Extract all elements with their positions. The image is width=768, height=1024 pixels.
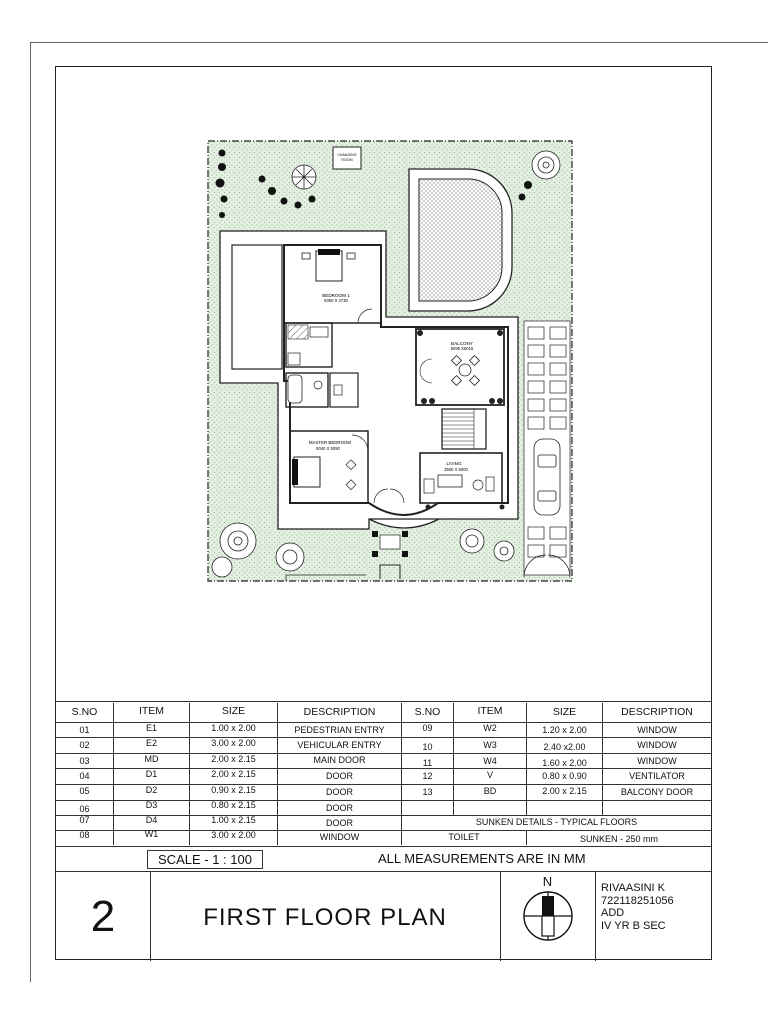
north-arrow-cell	[500, 872, 596, 961]
cell-item: D2	[114, 785, 190, 800]
cell-item: D4	[114, 816, 190, 830]
cell-sno: 10	[402, 738, 454, 753]
header-sno: S.NO	[56, 703, 114, 722]
cell-description: VENTILATOR	[629, 771, 685, 781]
balcony-label: BALCONY	[451, 341, 473, 346]
cell-size: 2.40 x2.00	[527, 738, 603, 753]
cell-size: 0.80 x 2.15	[190, 801, 278, 815]
cell-sno: 12	[402, 769, 454, 784]
cell-description: WINDOW	[637, 725, 677, 735]
sunken-details-title: SUNKEN DETAILS - TYPICAL FLOORS	[475, 817, 638, 827]
cell-item: E2	[114, 738, 190, 753]
header-description: DESCRIPTION	[621, 706, 693, 718]
bedroom-1-size: 5050 X 4730	[324, 298, 348, 303]
scale-row	[56, 846, 711, 872]
schedule-row	[56, 723, 711, 737]
sunken-item: TOILET	[402, 831, 527, 845]
schedule-row	[56, 816, 711, 830]
cell-description: WINDOW	[637, 756, 677, 766]
schedule-row	[56, 769, 711, 784]
title-block	[56, 871, 711, 961]
cell-description: DOOR	[278, 816, 402, 830]
student-dept: ADD	[601, 907, 625, 919]
drawing-title: FIRST FLOOR PLAN	[150, 872, 501, 961]
cell-item: V	[454, 769, 527, 784]
changing-room-label-2: ROOM	[341, 158, 353, 162]
door-window-schedule	[56, 701, 711, 846]
balcony-size: 5095 X5015	[450, 346, 474, 351]
cell-sno: 02	[56, 738, 114, 753]
cell-description: PEDESTRIAN ENTRY	[278, 723, 402, 737]
student-id: 722118251056	[601, 894, 674, 907]
cell-size: 1.00 x 2.00	[190, 723, 278, 737]
cell-description: WINDOW	[637, 740, 677, 750]
cell-item: W1	[114, 831, 190, 845]
student-info	[601, 882, 674, 932]
cell-item: D1	[114, 769, 190, 784]
cell-description: BALCONY DOOR	[620, 787, 694, 797]
floor-plan-drawing	[206, 139, 574, 583]
changing-room-label-1: CHANGING	[337, 153, 357, 157]
cell-size: 1.00 x 2.15	[190, 816, 278, 830]
header-size: SIZE	[527, 703, 603, 722]
cell-size: 2.00 x 2.15	[190, 754, 278, 768]
sheet-number: 2	[56, 872, 151, 961]
schedule-header-row	[56, 703, 711, 722]
car	[534, 439, 560, 515]
cell-sno: 08	[56, 831, 114, 845]
schedule-row	[56, 801, 711, 815]
cell-sno: 04	[56, 769, 114, 784]
master-bedroom-label: MASTER BEDROOM	[308, 440, 352, 445]
cell-size: 2.00 x 2.15	[527, 785, 603, 800]
header-sno: S.NO	[402, 703, 454, 722]
cell-description: MAIN DOOR	[278, 754, 402, 768]
cell-item: BD	[454, 785, 527, 800]
cell-size: 3.00 x 2.00	[190, 831, 278, 845]
sheet-trim-line	[30, 42, 31, 982]
cell-size: 0.80 x 0.90	[527, 769, 603, 784]
header-description: DESCRIPTION	[278, 703, 402, 722]
cell-size: 3.00 x 2.00	[190, 738, 278, 753]
cell-description: DOOR	[278, 801, 402, 815]
header-item: ITEM	[454, 703, 527, 722]
cell-item: MD	[114, 754, 190, 768]
cell-size: 1.60 x 2.00	[527, 754, 603, 768]
cell-size: 0.90 x 2.15	[190, 785, 278, 800]
schedule-row	[56, 785, 711, 800]
bed-1	[316, 251, 342, 281]
student-name: RIVAASINI K	[601, 882, 665, 894]
header-item: ITEM	[114, 703, 190, 722]
sheet-trim-line	[30, 42, 768, 43]
cell-item: D3	[114, 801, 190, 815]
living-label: LIVING	[446, 461, 462, 466]
master-bedroom-size: 5040 X 5050	[316, 446, 340, 451]
cell-sno: 01	[56, 723, 114, 737]
bedroom-1-label: BEDROOM 1	[322, 293, 350, 298]
cell-description: WINDOW	[278, 831, 402, 845]
pool-water	[419, 179, 502, 301]
cell-sno: 03	[56, 754, 114, 768]
measurement-note: ALL MEASUREMENTS ARE IN MM	[378, 851, 586, 866]
cell-item: W2	[454, 723, 527, 737]
living-size: 3500 X 5000	[444, 467, 468, 472]
north-label: N	[542, 874, 553, 889]
terrace-block	[232, 245, 282, 369]
cell-item: W4	[454, 754, 527, 768]
cell-item: W3	[454, 738, 527, 753]
cell-description: VEHICULAR ENTRY	[278, 738, 402, 753]
sunken-value: SUNKEN - 250 mm	[579, 834, 659, 844]
cell-sno: 07	[56, 816, 114, 830]
cell-description: DOOR	[278, 769, 402, 784]
cell-sno: 13	[402, 785, 454, 800]
cell-sno: 05	[56, 785, 114, 800]
schedule-row	[56, 831, 711, 845]
schedule-row	[56, 738, 711, 753]
schedule-row	[56, 754, 711, 768]
drawing-sheet	[55, 66, 712, 960]
cell-sno: 11	[402, 754, 454, 768]
cell-description: DOOR	[278, 785, 402, 800]
header-size: SIZE	[190, 703, 278, 722]
cell-sno: 09	[402, 723, 454, 737]
cell-sno: 06	[56, 801, 114, 815]
scale-label: SCALE - 1 : 100	[147, 850, 263, 869]
student-year: IV YR B SEC	[601, 919, 666, 932]
cell-size: 2.00 x 2.15	[190, 769, 278, 784]
north-arrow-icon	[522, 890, 574, 942]
cell-item: E1	[114, 723, 190, 737]
cell-size: 1.20 x 2.00	[527, 723, 603, 737]
